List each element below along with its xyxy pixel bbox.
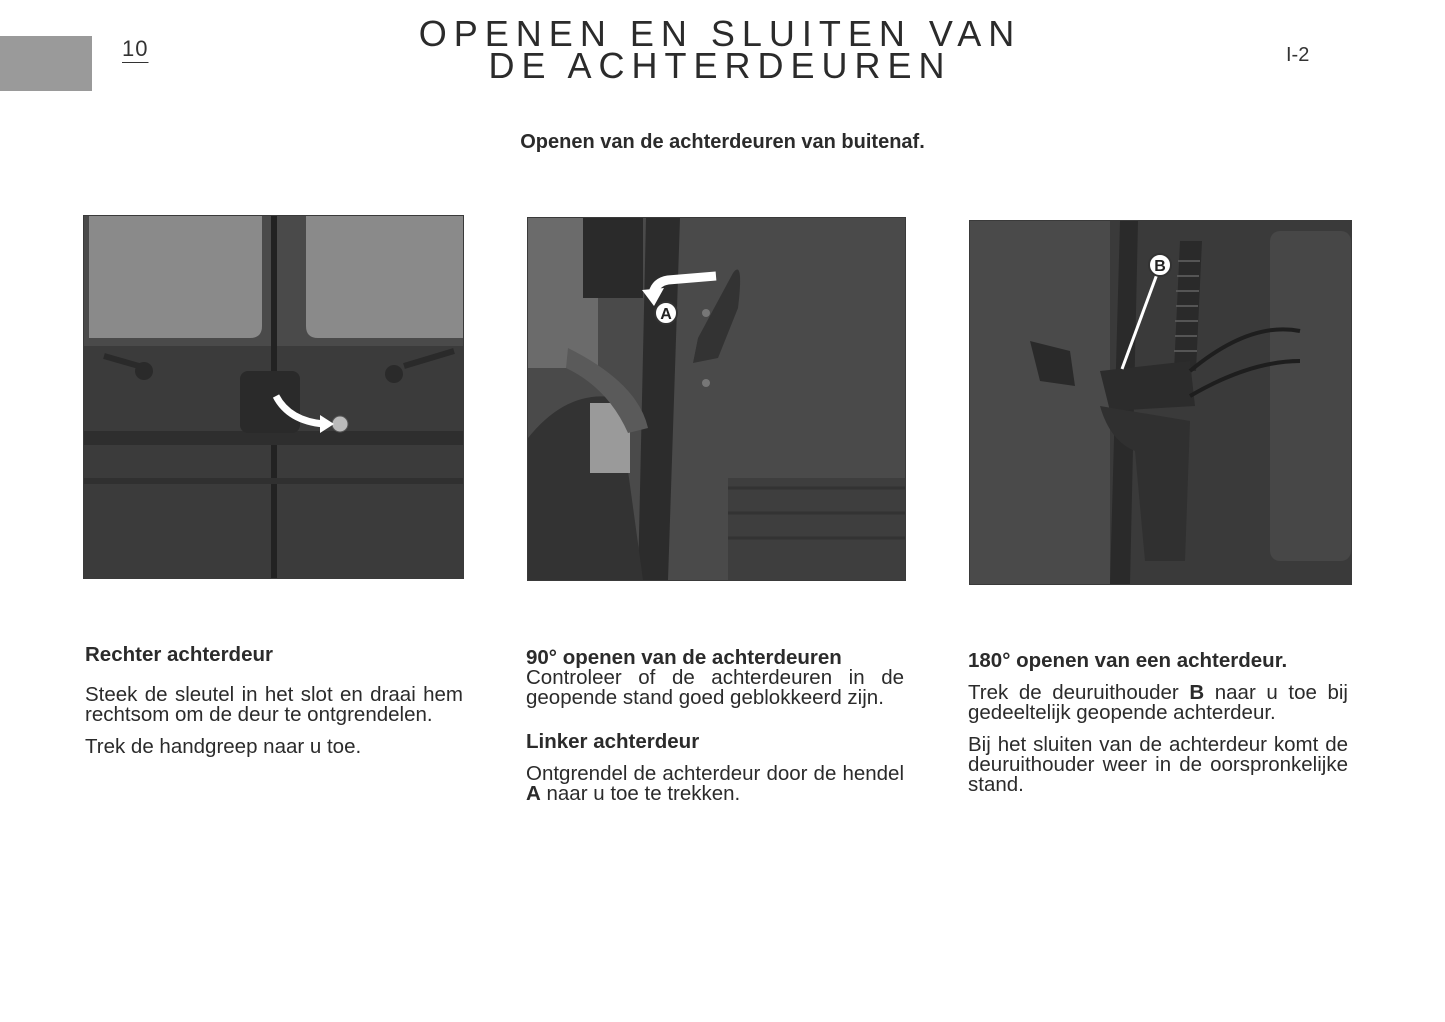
paragraph-pull-stay [968, 683, 1348, 723]
text-run: Trek de deuruithouder [968, 681, 1190, 704]
figure-label-a: A [660, 306, 672, 323]
text-run: naar u toe bij gedeeltelijk geopende achterdeur. [968, 681, 1348, 724]
heading-180-degree: 180° openen van een achterdeur. [968, 649, 1288, 672]
paragraph-unlock-key: Steek de sleutel in het slot en draai hem rechtsom om de deur te ontgrendelen. [85, 683, 463, 726]
section-code: I-2 [1286, 44, 1310, 66]
text-run: naar u toe te trekken. [540, 782, 741, 805]
section-subtitle: Openen van de achterdeuren van buitenaf. [520, 131, 925, 153]
ref-b: B [1189, 681, 1205, 704]
page-number: 10 [122, 36, 149, 61]
paragraph-closing: Bij het sluiten van de achterdeur komt de deuruithouder weer in de oorspronkelijke stand. [968, 733, 1348, 796]
title-line-2: DE ACHTERDEUREN [488, 45, 952, 86]
heading-right-rear-door: Rechter achterdeur [85, 643, 273, 666]
column-90-degree [526, 648, 904, 804]
figure-label-b: B [1154, 258, 1166, 275]
page-title [300, 13, 1140, 86]
heading-left-rear-door: Linker achterdeur [526, 730, 700, 753]
paragraph-pull-handle: Trek de handgreep naar u toe. [85, 735, 362, 758]
figure-left-rear-door-lever [527, 217, 906, 581]
title-line-1: OPENEN EN SLUITEN VAN [418, 13, 1022, 54]
chapter-tab [0, 36, 92, 91]
paragraph-unlock-lever [526, 764, 904, 804]
paragraph-check-locked: Controleer of de achterdeuren in de geopende stand goed geblokkeerd zijn. [526, 666, 904, 709]
figure-right-rear-door [83, 215, 464, 579]
heading-90-degree: 90° openen van de achterdeuren [526, 646, 842, 669]
column-right-rear-door [85, 645, 463, 757]
ref-a: A [526, 782, 541, 805]
column-180-degree [968, 651, 1348, 795]
text-run: Ontgrendel de achterdeur door de hendel [526, 762, 904, 785]
figure-door-stay [969, 220, 1352, 585]
